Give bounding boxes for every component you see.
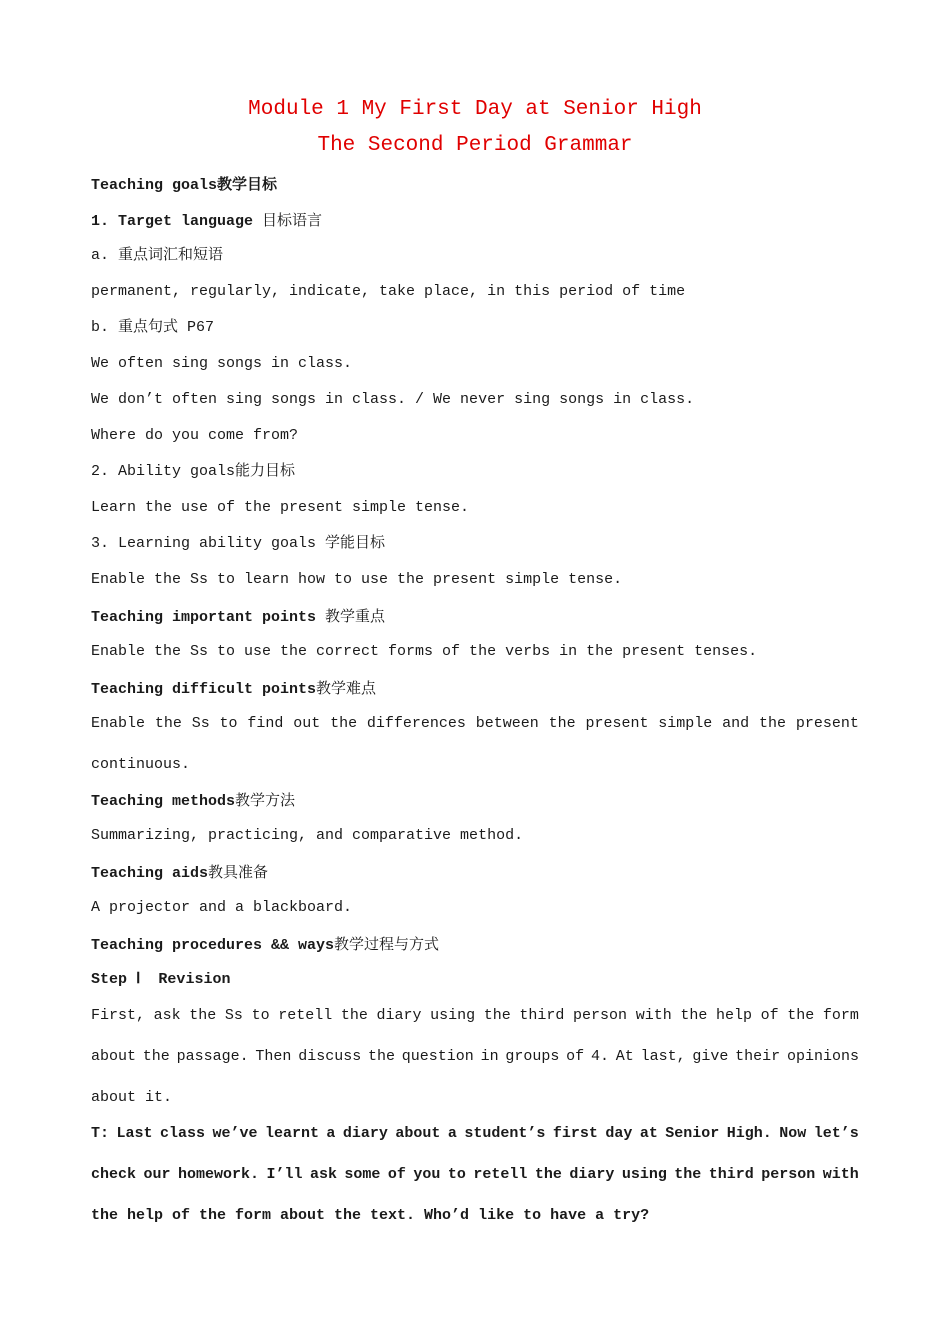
learning-goals-heading: 3. Learning ability goals 学能目标 [91,535,386,552]
word: about [91,1048,137,1065]
word: the [340,1007,368,1024]
methods-heading-en: Teaching methods [91,793,236,810]
aids-heading [91,862,268,884]
word: to [447,1166,466,1183]
target-language-heading-en: 1. Target language [91,213,263,230]
example-sentence-3: Where do you come from? [91,427,299,444]
word: Senior [665,1125,720,1142]
word: Now [779,1125,807,1142]
word: groups [505,1048,560,1065]
word: diary [569,1166,615,1183]
word: third [708,1166,754,1183]
methods-heading [91,790,295,812]
word: diary [342,1125,388,1142]
procedures-heading [91,934,439,956]
word: first [552,1125,598,1142]
word: the [189,1007,217,1024]
word: a [326,1125,336,1142]
word: Last [116,1125,153,1142]
word: the [534,1166,562,1183]
word: of [760,1007,779,1024]
word: day [605,1125,633,1142]
methods-heading-cn: 教学方法 [235,791,296,809]
word: form [822,1007,859,1024]
procedures-heading-cn: 教学过程与方式 [334,935,440,953]
word: simple [658,715,713,732]
word: at [639,1125,658,1142]
word: let’s [813,1125,859,1142]
word: out [293,715,321,732]
word: in [480,1048,499,1065]
word: question [401,1048,474,1065]
word: homework. [177,1166,259,1183]
word: opinions [786,1048,859,1065]
teacher-text-line-2 [91,1165,859,1185]
word: third [519,1007,565,1024]
word: their [735,1048,781,1065]
word: the [758,715,786,732]
word: discuss [298,1048,362,1065]
word: the [367,1048,395,1065]
word: help [715,1007,752,1024]
word: between [475,715,539,732]
step-1-heading: Step Ⅰ Revision [91,971,231,988]
word: the [142,1048,170,1065]
word: the [330,715,358,732]
aids-text: A projector and a blackboard. [91,899,353,916]
difficult-points-text-line-1 [91,714,859,734]
difficult-points-heading-en: Teaching difficult points [91,681,317,698]
teaching-goals-heading-en: Teaching goals [91,177,218,194]
word: our [143,1166,171,1183]
word: of [387,1166,406,1183]
word: and [722,715,750,732]
learning-goals-text: Enable the Ss to learn how to use the present simple tense. [91,571,623,588]
word: we’ve [212,1125,258,1142]
word: about [395,1125,441,1142]
word: to [251,1007,270,1024]
word: Ss [224,1007,243,1024]
word: At [615,1048,634,1065]
example-sentence-2: We don’t often sing songs in class. / We never sing songs in class. [91,391,695,408]
aids-heading-cn: 教具准备 [208,863,269,881]
word: ask [309,1166,337,1183]
word: to [219,715,238,732]
difficult-points-heading [91,678,376,700]
word: 4. [590,1048,609,1065]
word: give [692,1048,729,1065]
word: passage. [176,1048,249,1065]
word: person [573,1007,628,1024]
word: First, [91,1007,146,1024]
target-language-heading [91,210,322,232]
revision-text-line-3: about it. [91,1089,173,1106]
word: differences [366,715,466,732]
word: person [761,1166,816,1183]
word: the [787,1007,815,1024]
word: Ss [191,715,210,732]
ability-goals-heading: 2. Ability goals能力目标 [91,463,296,480]
example-sentence-1: We often sing songs in class. [91,355,353,372]
important-points-heading-en: Teaching important points [91,609,326,626]
word: the [483,1007,511,1024]
ability-goals-text: Learn the use of the present simple tense. [91,499,470,516]
item-a-label: a. 重点词汇和短语 [91,247,224,264]
word: student’s [464,1125,546,1142]
teaching-goals-heading-cn: 教学目标 [217,175,278,193]
word: diary [376,1007,422,1024]
word: some [344,1166,381,1183]
word: the [548,715,576,732]
teaching-goals-heading [91,174,277,196]
word: present [585,715,649,732]
document-title-line-2: The Second Period Grammar [317,134,633,157]
word: a [447,1125,457,1142]
word: the [154,715,182,732]
word: T: [91,1125,110,1142]
word: High. [726,1125,772,1142]
target-language-heading-cn: 目标语言 [262,211,323,229]
revision-text-line-1 [91,1006,859,1026]
item-b-label: b. 重点句式 P67 [91,319,215,336]
word: you [413,1166,441,1183]
document-title-line-1: Module 1 My First Day at Senior High [248,98,702,121]
word: of [566,1048,585,1065]
word: present [795,715,859,732]
word: Then [255,1048,292,1065]
word: last, [640,1048,686,1065]
word: using [430,1007,476,1024]
word: class [159,1125,205,1142]
difficult-points-heading-cn: 教学难点 [316,679,377,697]
word: retell [278,1007,333,1024]
word: Enable [91,715,146,732]
word: find [247,715,284,732]
word: with [822,1166,859,1183]
word: learnt [264,1125,319,1142]
important-points-heading [91,606,385,628]
word: the [674,1166,702,1183]
revision-text-line-2 [91,1047,859,1067]
methods-text: Summarizing, practicing, and comparative method. [91,827,524,844]
vocabulary-list: permanent, regularly, indicate, take place, in this period of time [91,283,686,300]
word: retell [473,1166,528,1183]
word: I’ll [266,1166,303,1183]
procedures-heading-en: Teaching procedures && ways [91,937,335,954]
important-points-heading-cn: 教学重点 [325,607,386,625]
word: ask [153,1007,181,1024]
word: check [91,1166,137,1183]
important-points-text: Enable the Ss to use the correct forms of the verbs in the present tenses. [91,643,758,660]
word: with [635,1007,672,1024]
teacher-text-line-3: the help of the form about the text. Who’d like to have a try? [91,1207,650,1224]
difficult-points-text-line-2: continuous. [91,756,191,773]
word: using [621,1166,667,1183]
word: the [680,1007,708,1024]
teacher-text-line-1 [91,1124,859,1144]
aids-heading-en: Teaching aids [91,865,209,882]
